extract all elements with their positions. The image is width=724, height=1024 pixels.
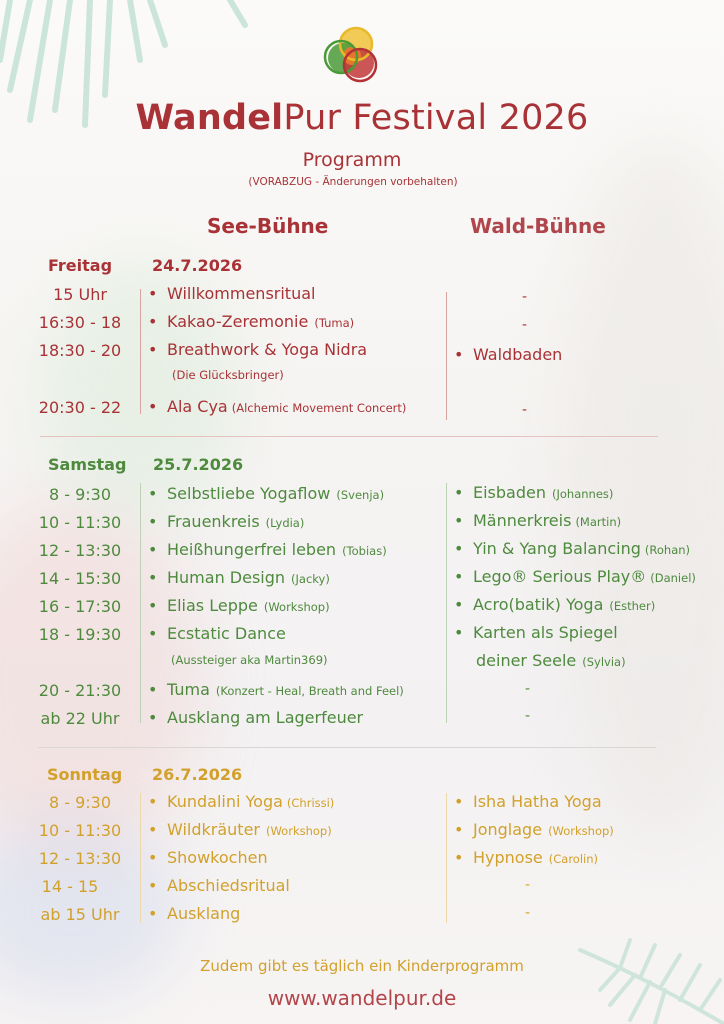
event-host: (Chrissi)	[286, 796, 335, 810]
title-rest: Pur Festival 2026	[283, 98, 589, 138]
bullet-icon: •	[148, 848, 158, 867]
bullet-icon: •	[148, 284, 158, 303]
event-title: Human Design	[167, 568, 286, 587]
empty-slot-dash: -	[522, 289, 528, 305]
event-item	[148, 484, 384, 503]
empty-slot-dash: -	[525, 905, 531, 921]
bullet-icon: •	[148, 624, 158, 643]
event-title: Ausklang am Lagerfeuer	[167, 708, 364, 727]
event-title: Isha Hatha Yoga	[473, 792, 602, 811]
event-item	[148, 312, 354, 331]
bullet-icon: •	[454, 567, 464, 586]
event-host: (Die Glücksbringer)	[172, 368, 284, 382]
bullet-icon: •	[454, 483, 464, 502]
event-item	[454, 567, 696, 586]
event-item	[148, 397, 406, 416]
empty-slot-dash: -	[522, 402, 528, 418]
event-host: (Johannes)	[552, 487, 614, 501]
event-host: (Lydia)	[265, 516, 305, 530]
day-label-friday: Freitag	[48, 256, 113, 275]
divider-vertical	[140, 483, 141, 723]
website-link[interactable]: www.wandelpur.de	[267, 986, 457, 1010]
event-host: (Aussteiger aka Martin369)	[171, 653, 328, 667]
event-title: Heißhungerfrei leben	[167, 540, 337, 559]
empty-slot-dash: -	[522, 317, 528, 333]
draft-note: (VORABZUG - Änderungen vorbehalten)	[248, 176, 458, 188]
event-title: Eisbaden	[473, 483, 546, 502]
bullet-icon: •	[454, 848, 464, 867]
event-item	[148, 540, 387, 559]
time-slot: 18:30 - 20	[38, 341, 122, 360]
day-label-sunday: Sonntag	[47, 765, 123, 784]
event-title: Showkochen	[167, 848, 268, 867]
bullet-icon: •	[148, 792, 158, 811]
event-item	[454, 623, 618, 642]
date-label-friday: 24.7.2026	[152, 256, 243, 275]
time-slot: ab 22 Uhr	[40, 709, 120, 728]
time-slot: 12 - 13:30	[38, 541, 122, 560]
event-title: Wildkräuter	[167, 820, 260, 839]
event-host: (Workshop)	[548, 824, 614, 838]
time-slot: 20 - 21:30	[38, 681, 122, 700]
time-slot: 14 - 15:30	[38, 569, 122, 588]
title-bold: Wandel	[135, 98, 284, 138]
empty-slot-dash: -	[525, 681, 531, 697]
time-slot: 15 Uhr	[53, 285, 107, 304]
event-item	[454, 595, 655, 614]
event-title: Elias Leppe	[167, 596, 258, 615]
bullet-icon: •	[148, 540, 158, 559]
event-host: (Carolin)	[548, 852, 599, 866]
event-title: Kundalini Yoga	[167, 792, 283, 811]
event-title: deiner Seele	[476, 651, 577, 670]
event-title: Karten als Spiegel	[473, 623, 618, 642]
bullet-icon: •	[454, 539, 464, 558]
day-label-saturday: Samstag	[48, 455, 127, 474]
event-host: (Sylvia)	[582, 655, 626, 669]
event-title: Tuma	[167, 680, 210, 699]
event-host: (Workshop)	[263, 600, 330, 614]
bullet-icon: •	[148, 820, 158, 839]
bullet-icon: •	[454, 595, 464, 614]
event-host: (Workshop)	[266, 824, 332, 838]
time-slot: 16 - 17:30	[38, 597, 122, 616]
time-slot: 14 - 15	[41, 877, 99, 896]
event-title: Männerkreis	[473, 511, 572, 530]
event-item	[454, 345, 562, 364]
stage-heading-see: See-Bühne	[207, 214, 329, 238]
event-item	[148, 284, 315, 303]
event-host: (Tobias)	[342, 544, 387, 558]
divider-vertical	[446, 292, 447, 420]
event-title: Ala Cya	[167, 397, 228, 416]
event-host: (Jacky)	[291, 572, 330, 586]
bullet-icon: •	[148, 568, 158, 587]
event-title: Breathwork & Yoga Nidra	[167, 340, 368, 359]
bullet-icon: •	[148, 312, 158, 331]
event-host: (Daniel)	[650, 571, 696, 585]
event-host: (Konzert - Heal, Breath and Feel)	[215, 684, 404, 698]
event-title: Waldbaden	[473, 345, 563, 364]
bullet-icon: •	[454, 792, 464, 811]
divider-vertical	[446, 483, 447, 723]
event-title: Kakao-Zeremonie	[167, 312, 309, 331]
empty-slot-dash: -	[525, 708, 531, 724]
bullet-icon: •	[148, 680, 158, 699]
event-host: (Esther)	[609, 599, 656, 613]
program-subtitle: Programm	[302, 149, 402, 171]
event-item	[148, 340, 367, 359]
bullet-icon: •	[454, 345, 464, 364]
event-item	[454, 792, 602, 811]
event-item	[148, 624, 286, 643]
event-title: Ausklang	[167, 904, 241, 923]
divider-vertical	[140, 793, 141, 923]
bullet-icon: •	[148, 708, 158, 727]
event-item	[148, 904, 240, 923]
event-item	[148, 568, 330, 587]
bullet-icon: •	[148, 484, 158, 503]
kids-program-note: Zudem gibt es täglich ein Kinderprogramm	[200, 957, 524, 975]
time-slot: 18 - 19:30	[38, 625, 122, 644]
event-item	[148, 792, 334, 811]
time-slot: 8 - 9:30	[48, 793, 112, 812]
event-title: Jonglage	[473, 820, 543, 839]
event-item-continuation	[476, 651, 626, 670]
event-item	[148, 876, 290, 895]
time-slot: 10 - 11:30	[38, 513, 122, 532]
event-item	[148, 680, 404, 699]
event-title: Yin & Yang Balancing	[473, 539, 641, 558]
event-item	[148, 596, 330, 615]
event-title: Acro(batik) Yoga	[473, 595, 604, 614]
event-title: Ecstatic Dance	[167, 624, 286, 643]
empty-slot-dash: -	[525, 877, 531, 893]
bullet-icon: •	[148, 340, 158, 359]
bullet-icon: •	[454, 511, 464, 530]
bullet-icon: •	[148, 397, 158, 416]
event-item	[148, 708, 363, 727]
event-item	[454, 820, 614, 839]
event-item	[454, 511, 621, 530]
time-slot: ab 15 Uhr	[40, 905, 120, 924]
stage-heading-wald: Wald-Bühne	[470, 214, 606, 238]
time-slot: 10 - 11:30	[38, 821, 122, 840]
section-divider	[40, 436, 658, 437]
time-slot: 12 - 13:30	[38, 849, 122, 868]
bullet-icon: •	[454, 623, 464, 642]
section-divider	[38, 747, 656, 748]
date-label-saturday: 25.7.2026	[153, 455, 244, 474]
time-slot: 16:30 - 18	[38, 313, 122, 332]
bullet-icon: •	[148, 904, 158, 923]
bullet-icon: •	[454, 820, 464, 839]
event-host: (Rohan)	[644, 543, 691, 557]
event-title: Frauenkreis	[167, 512, 260, 531]
event-host: (Tuma)	[314, 316, 355, 330]
event-host: (Alchemic Movement Concert)	[231, 401, 407, 415]
event-item	[454, 848, 598, 867]
event-item	[148, 848, 268, 867]
event-host: (Svenja)	[336, 488, 385, 502]
event-item	[148, 820, 332, 839]
event-title: Willkommensritual	[167, 284, 316, 303]
bullet-icon: •	[148, 876, 158, 895]
event-title: Selbstliebe Yogaflow	[167, 484, 331, 503]
divider-vertical	[446, 793, 447, 923]
event-item	[148, 512, 304, 531]
time-slot: 20:30 - 22	[38, 398, 122, 417]
event-item	[454, 483, 613, 502]
event-host: (Martin)	[575, 515, 622, 529]
festival-title	[0, 98, 724, 138]
bullet-icon: •	[148, 596, 158, 615]
event-title: Abschiedsritual	[167, 876, 290, 895]
event-title: Lego® Serious Play®	[473, 567, 647, 586]
divider-vertical	[140, 289, 141, 414]
event-title: Hypnose	[473, 848, 543, 867]
event-item	[454, 539, 690, 558]
wandelpur-logo-icon	[322, 24, 384, 86]
date-label-sunday: 26.7.2026	[152, 765, 243, 784]
bullet-icon: •	[148, 512, 158, 531]
time-slot: 8 - 9:30	[48, 485, 112, 504]
